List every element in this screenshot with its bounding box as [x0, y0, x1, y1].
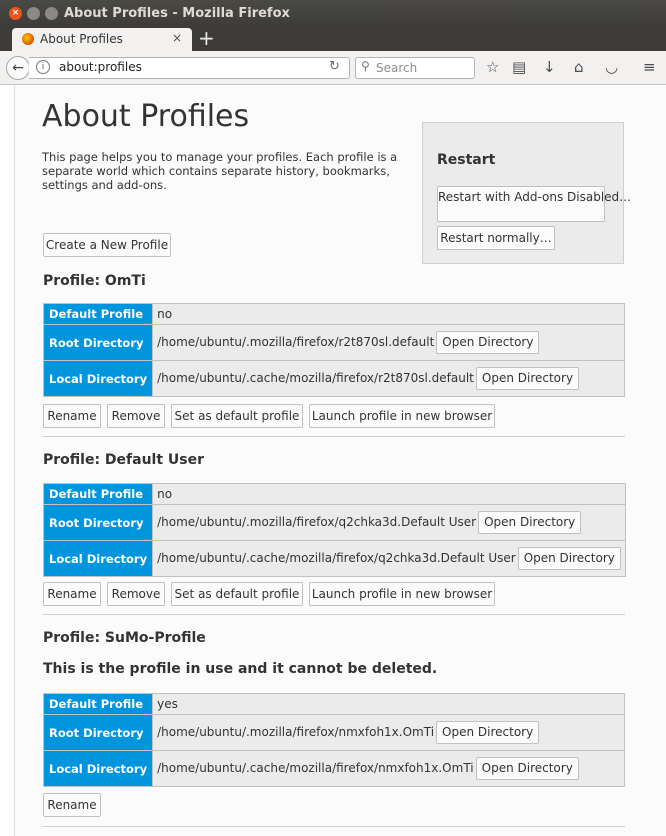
tab-strip: [0, 28, 666, 51]
open-local-directory-button[interactable]: Open Directory: [476, 757, 579, 780]
profile-separator: [43, 614, 625, 615]
local-directory-label: Local Directory: [44, 361, 153, 397]
search-icon: ⚲: [361, 59, 370, 73]
firefox-icon: [22, 33, 34, 45]
restart-normally-button[interactable]: Restart normally…: [437, 226, 555, 250]
open-root-directory-button[interactable]: Open Directory: [436, 331, 539, 354]
profile-heading: Profile: Default User: [43, 452, 205, 468]
default-profile-value: no: [153, 304, 625, 325]
bookmark-star-icon[interactable]: ☆: [486, 58, 500, 76]
window-minimize-button[interactable]: [27, 7, 40, 20]
local-directory-label: Local Directory: [44, 541, 153, 577]
profile-table: [43, 483, 626, 577]
url-bar[interactable]: [29, 57, 350, 79]
local-directory-path: /home/ubuntu/.cache/mozilla/firefox/nmxfoh1x.OmTi: [157, 761, 474, 775]
tab-about-profiles[interactable]: [12, 28, 192, 51]
local-directory-path: /home/ubuntu/.cache/mozilla/firefox/q2chka3d.Default User: [157, 551, 516, 565]
menu-icon[interactable]: ≡: [643, 58, 656, 76]
local-directory-label: Local Directory: [44, 751, 153, 787]
create-new-profile-button[interactable]: Create a New Profile: [43, 233, 171, 257]
window-title: About Profiles - Mozilla Firefox: [64, 6, 290, 21]
remove-button[interactable]: Remove: [107, 582, 165, 606]
restart-addons-disabled-button[interactable]: Restart with Add-ons Disabled…: [437, 186, 605, 222]
default-profile-value: no: [153, 484, 626, 505]
about-profiles-page: [14, 85, 666, 836]
local-directory-path: /home/ubuntu/.cache/mozilla/firefox/r2t870sl.default: [157, 371, 474, 385]
profile-heading: Profile: OmTi: [43, 273, 146, 289]
root-directory-cell: [153, 715, 625, 751]
downloads-icon[interactable]: ↓: [543, 58, 556, 76]
new-tab-button[interactable]: +: [198, 26, 215, 50]
default-profile-label: Default Profile: [44, 484, 153, 505]
tab-label: About Profiles: [40, 32, 123, 46]
window-close-button[interactable]: ×: [9, 7, 22, 20]
set-default-profile-button[interactable]: Set as default profile: [171, 404, 303, 428]
open-root-directory-button[interactable]: Open Directory: [436, 721, 539, 744]
pocket-icon[interactable]: ◡: [605, 58, 619, 76]
window-titlebar: [0, 0, 666, 28]
open-root-directory-button[interactable]: Open Directory: [478, 511, 581, 534]
profile-separator: [43, 826, 625, 827]
search-input[interactable]: [355, 57, 475, 79]
search-placeholder: Search: [376, 61, 418, 75]
open-local-directory-button[interactable]: Open Directory: [476, 367, 579, 390]
restart-heading: Restart: [437, 152, 496, 168]
root-directory-path: /home/ubuntu/.mozilla/firefox/nmxfoh1x.OmTi: [157, 725, 435, 739]
rename-button[interactable]: Rename: [43, 793, 101, 817]
profile-heading: Profile: SuMo-Profile: [43, 630, 206, 646]
page-intro: This page helps you to manage your profiles. Each profile is a separate world which contains separate history, bookmarks, settings and add-ons.: [42, 150, 398, 192]
restart-panel: [422, 122, 632, 264]
root-directory-label: Root Directory: [44, 505, 153, 541]
home-icon[interactable]: ⌂: [574, 58, 584, 76]
rename-button[interactable]: Rename: [43, 404, 101, 428]
root-directory-cell: [153, 325, 625, 361]
root-directory-label: Root Directory: [44, 715, 153, 751]
back-button[interactable]: ←: [6, 56, 30, 80]
root-directory-path: /home/ubuntu/.mozilla/firefox/r2t870sl.default: [157, 335, 435, 349]
open-local-directory-button[interactable]: Open Directory: [518, 547, 621, 570]
info-icon[interactable]: i: [36, 60, 50, 74]
profile-table: [43, 303, 625, 397]
navigation-toolbar: [0, 51, 666, 85]
local-directory-cell: [153, 751, 625, 787]
launch-profile-button[interactable]: Launch profile in new browser: [309, 404, 495, 428]
url-text[interactable]: about:profiles: [59, 60, 142, 74]
local-directory-cell: [153, 541, 626, 577]
rename-button[interactable]: Rename: [43, 582, 101, 606]
set-default-profile-button[interactable]: Set as default profile: [171, 582, 303, 606]
reading-list-icon[interactable]: ▤: [512, 58, 527, 76]
page-title: About Profiles: [42, 99, 250, 134]
page-content: [0, 85, 666, 836]
root-directory-cell: [153, 505, 626, 541]
profile-table: [43, 693, 625, 787]
launch-profile-button[interactable]: Launch profile in new browser: [309, 582, 495, 606]
root-directory-path: /home/ubuntu/.mozilla/firefox/q2chka3d.Default User: [157, 515, 477, 529]
local-directory-cell: [153, 361, 625, 397]
tab-close-icon[interactable]: ×: [172, 31, 183, 45]
profile-in-use-notice: This is the profile in use and it cannot be deleted.: [43, 661, 438, 677]
default-profile-label: Default Profile: [44, 304, 153, 325]
remove-button[interactable]: Remove: [107, 404, 165, 428]
root-directory-label: Root Directory: [44, 325, 153, 361]
profile-separator: [43, 436, 625, 437]
default-profile-value: yes: [153, 694, 625, 715]
reload-icon[interactable]: ↻: [329, 59, 340, 74]
window-maximize-button[interactable]: [45, 7, 58, 20]
default-profile-label: Default Profile: [44, 694, 153, 715]
